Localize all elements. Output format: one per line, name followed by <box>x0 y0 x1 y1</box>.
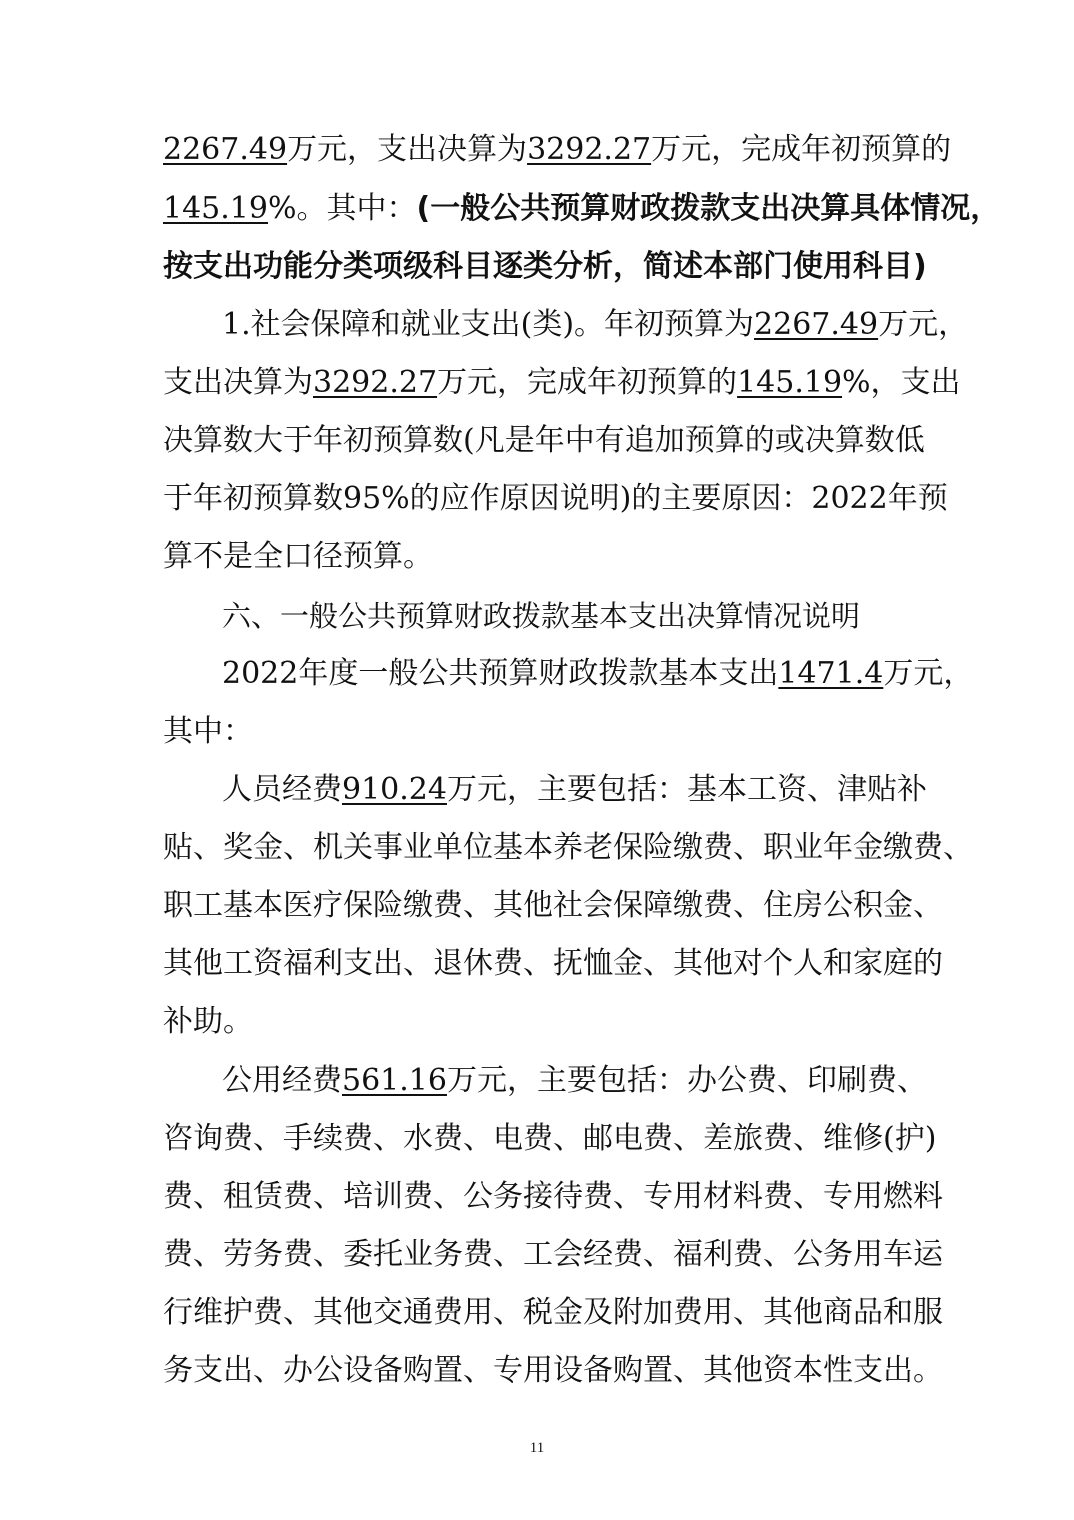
text-line: 务支出、办公设备购置、专用设备购置、其他资本性支出。 <box>163 1353 943 1388</box>
percent-value: 145.19 <box>737 365 843 400</box>
amount-value: 2267.49 <box>754 307 879 342</box>
amount-value: 2267.49 <box>163 132 288 167</box>
amount-value: 3292.27 <box>527 132 652 167</box>
text-span: 万元，完成年初预算的 <box>651 132 952 167</box>
text-span: %，支出 <box>842 365 961 400</box>
text-span: 万元，完成年初预算的 <box>437 365 738 400</box>
text-line <box>222 297 969 353</box>
text-line <box>222 762 927 818</box>
section-heading: 六、一般公共预算财政拨款基本支出决算情况说明 <box>222 599 861 633</box>
text-span: 万元， <box>883 656 974 691</box>
text-line: 其中： <box>163 714 253 749</box>
text-span: %。其中： <box>267 191 417 226</box>
amount-value: 910.24 <box>342 772 447 807</box>
text-line <box>222 646 974 702</box>
text-line: 贴、奖金、机关事业单位基本养老保险缴费、职业年金缴费、 <box>163 830 973 865</box>
text-line <box>222 1053 927 1109</box>
text-line: 职工基本医疗保险缴费、其他社会保障缴费、住房公积金、 <box>163 888 943 923</box>
page-number: 11 <box>529 1440 545 1456</box>
amount-value: 561.16 <box>342 1063 447 1098</box>
text-line: 行维护费、其他交通费用、税金及附加费用、其他商品和服 <box>163 1295 943 1330</box>
percent-value: 145.19 <box>163 191 268 226</box>
bold-note: (一般公共预算财政拨款支出决算具体情况， <box>416 191 1001 226</box>
text-line: 于年初预算数95%的应作原因说明)的主要原因：2022年预 <box>163 481 948 516</box>
text-line <box>163 355 961 411</box>
text-line: 补助。 <box>163 1004 253 1039</box>
amount-value: 1471.4 <box>778 656 884 691</box>
text-span: 人员经费 <box>222 772 342 807</box>
text-span: 万元，支出决算为 <box>287 132 528 167</box>
text-span: 支出决算为 <box>163 365 313 400</box>
bold-note: 按支出功能分类项级科目逐类分析，简述本部门使用科目) <box>163 249 927 284</box>
text-span: 万元，主要包括：基本工资、津贴补 <box>446 772 927 807</box>
text-line: 费、租赁费、培训费、公务接待费、专用材料费、专用燃料 <box>163 1179 943 1214</box>
text-line: 咨询费、手续费、水费、电费、邮电费、差旅费、维修(护) <box>163 1121 937 1156</box>
text-line <box>163 181 1001 237</box>
text-line <box>163 122 952 178</box>
text-span: 公用经费 <box>222 1063 342 1098</box>
text-line: 其他工资福利支出、退休费、抚恤金、其他对个人和家庭的 <box>163 946 943 981</box>
text-line <box>163 239 927 295</box>
amount-value: 3292.27 <box>313 365 438 400</box>
text-span: 万元， <box>878 307 969 342</box>
text-line: 算不是全口径预算。 <box>163 539 433 574</box>
text-span: 万元，主要包括：办公费、印刷费、 <box>446 1063 927 1098</box>
text-span: 1.社会保障和就业支出(类)。年初预算为 <box>222 307 755 342</box>
text-span: 2022年度一般公共预算财政拨款基本支出 <box>222 656 779 691</box>
text-line: 费、劳务费、委托业务费、工会经费、福利费、公务用车运 <box>163 1237 943 1272</box>
text-line: 决算数大于年初预算数(凡是年中有追加预算的或决算数低 <box>163 423 925 458</box>
